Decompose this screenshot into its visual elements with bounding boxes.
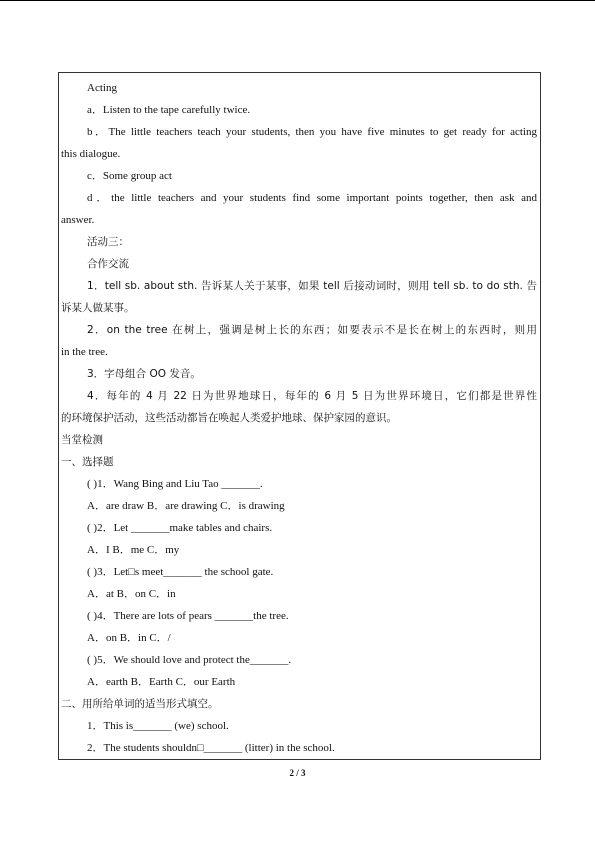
acting-item-b-line2: this dialogue. xyxy=(61,148,121,160)
question-4-options: A．on B．in C．/ xyxy=(87,632,171,644)
acting-item-b-line1: b．The little teachers teach your students, then you have five minutes to get ready for acting xyxy=(87,126,537,138)
acting-item-c: c．Some group act xyxy=(87,170,172,182)
point4-line1: 4．每年的 4 月 22 日为世界地球日，每年的 6 月 5 日为世界环境日，它们都是世界性 xyxy=(87,390,537,402)
fill-item-1: 1．This is_______ (we) school. xyxy=(87,720,229,732)
question-2-stem: ( )2．Let _______make tables and chairs. xyxy=(87,522,273,534)
question-4-stem: ( )4．There are lots of pears _______the tree. xyxy=(87,610,289,622)
part2-heading: 二、用所给单词的适当形式填空。 xyxy=(61,698,219,710)
activity-three-heading: 活动三： xyxy=(87,236,129,248)
lesson-content-box xyxy=(58,72,541,760)
question-3-options: A．at B．on C．in xyxy=(87,588,176,600)
fill-item-2: 2．The students shouldn□_______ (litter) in the school. xyxy=(87,742,335,754)
part1-heading: 一、选择题 xyxy=(61,456,114,468)
point1-line1: 1．tell sb. about sth. 告诉某人关于某事，如果 tell 后接动词时，则用 tell sb. to do sth. 告 xyxy=(87,280,537,292)
question-1-stem: ( )1．Wang Bing and Liu Tao _______. xyxy=(87,478,263,490)
point1-line2: 诉某人做某事。 xyxy=(61,302,135,314)
class-test-heading: 当堂检测 xyxy=(61,434,103,446)
question-5-options: A．earth B．Earth C．our Earth xyxy=(87,676,236,688)
question-5-stem: ( )5．We should love and protect the_______. xyxy=(87,654,292,666)
point2-line2: in the tree. xyxy=(61,346,108,358)
acting-heading: Acting xyxy=(87,82,117,94)
acting-item-a: a．Listen to the tape carefully twice. xyxy=(87,104,251,116)
acting-item-d-line2: answer. xyxy=(61,214,95,226)
page-number: 2 / 3 xyxy=(289,768,306,778)
point4-line2: 的环境保护活动，这些活动都旨在唤起人类爱护地球、保护家园的意识。 xyxy=(61,412,397,424)
top-rule xyxy=(0,0,595,1)
point3: 3．字母组合 OO 发音。 xyxy=(87,368,201,380)
activity-three-subheading: 合作交流 xyxy=(87,258,129,270)
question-2-options: A．I B．me C．my xyxy=(87,544,180,556)
question-1-options: A．are draw B．are drawing C．is drawing xyxy=(87,500,285,512)
point2-line1: 2．on the tree 在树上，强调是树上长的东西；如要表示不是长在树上的东西时，则用 xyxy=(87,324,537,336)
acting-item-d-line1: d．the little teachers and your students find some important points together, then ask and xyxy=(87,192,537,204)
question-3-stem: ( )3．Let□s meet_______ the school gate. xyxy=(87,566,274,578)
